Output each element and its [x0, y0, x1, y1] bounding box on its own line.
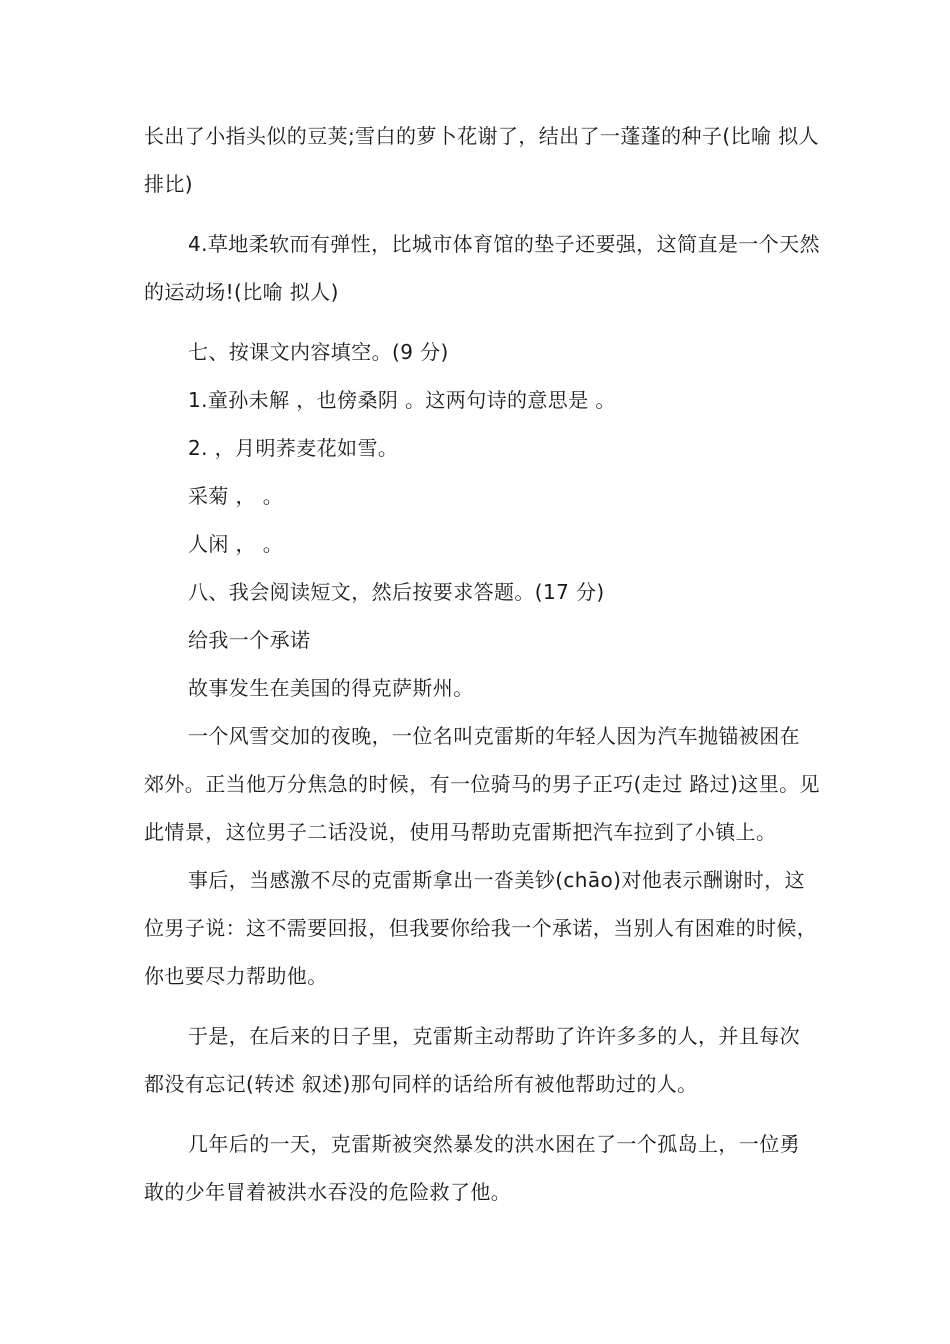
- story-paragraph-4: 于是，在后来的日子里，克雷斯主动帮助了许许多多的人，并且每次都没有忘记(转述 叙述)那句同样的话给所有被他帮助过的人。: [144, 1024, 800, 1096]
- story-paragraph-1: 故事发生在美国的得克萨斯州。: [188, 676, 474, 700]
- story-paragraph-5: 几年后的一天，克雷斯被突然暴发的洪水困在了一个孤岛上，一位勇敢的少年冒着被洪水吞没的危险救了他。: [144, 1132, 800, 1204]
- story-title: 给我一个承诺: [188, 628, 311, 652]
- document-body: [144, 112, 820, 1228]
- section-heading-7: 七、按课文内容填空。(9 分): [188, 340, 449, 364]
- paragraph-1: 长出了小指头似的豆荚;雪白的萝卜花谢了，结出了一蓬蓬的种子(比喻 拟人 排比): [144, 124, 819, 196]
- section-heading-8: 八、我会阅读短文，然后按要求答题。(17 分): [188, 580, 605, 604]
- paragraph-2: 4.草地柔软而有弹性，比城市体育馆的垫子还要强，这简直是一个天然的运动场!(比喻 拟人): [144, 232, 820, 304]
- story-paragraph-3: 事后，当感激不尽的克雷斯拿出一沓美钞(chāo)对他表示酬谢时，这位男子说：这不需要回报，但我要你给我一个承诺，当别人有困难的时候，你也要尽力帮助他。: [144, 868, 818, 988]
- story-paragraph-2: 一个风雪交加的夜晚，一位名叫克雷斯的年轻人因为汽车抛锚被困在郊外。正当他万分焦急的时候，有一位骑马的男子正巧(走过 路过)这里。见此情景，这位男子二话没说，使用马帮助克雷斯把汽车拉到了小镇上。: [144, 724, 820, 844]
- fill-blank-item-1: 1.童孙未解 ，也傍桑阴 。这两句诗的意思是 。: [188, 388, 616, 412]
- fill-blank-item-4: 人闲 ， 。: [188, 532, 284, 556]
- fill-blank-item-3: 采菊 ， 。: [188, 484, 284, 508]
- fill-blank-item-2: 2. ，月明荞麦花如雪。: [188, 436, 399, 460]
